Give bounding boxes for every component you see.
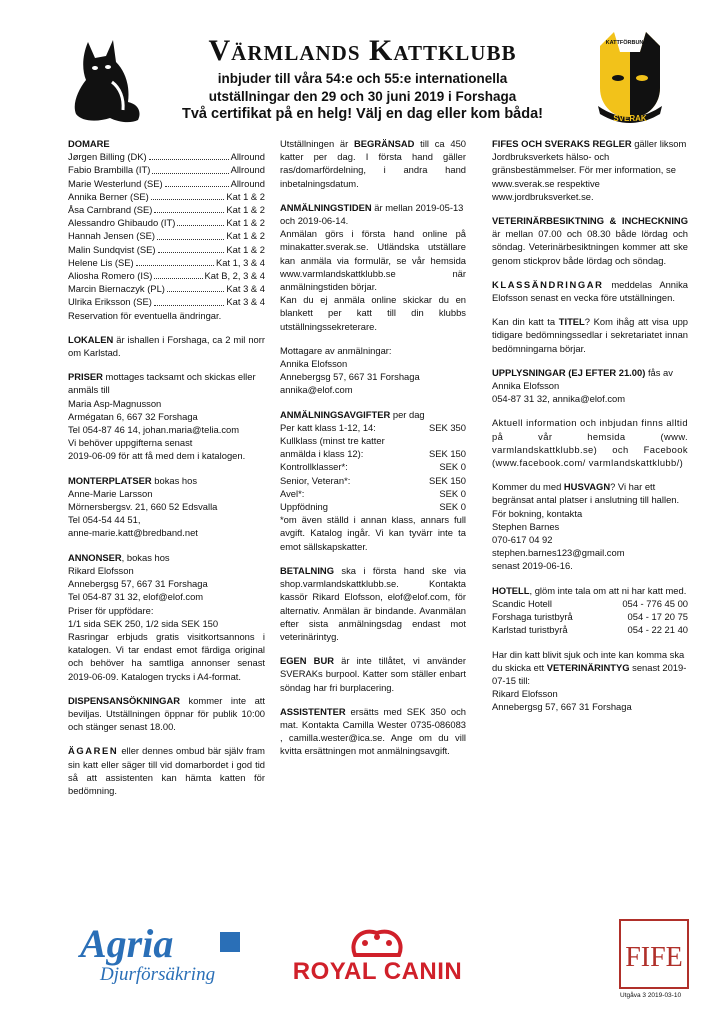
judge-row [68,256,265,269]
judge-row [68,190,265,203]
judge-row [68,163,265,176]
annonser-text: , bokas hos [121,551,170,563]
judge-category: Allround [230,151,265,163]
monter-line: anne-marie.katt@bredband.net [68,527,198,539]
husvagn-heading: HUSVAGN [563,481,611,493]
klass-section [492,278,688,304]
annonser-para: Rasringar erbjuds gratis visitkortsannons i katalogen. Vi tar endast emot färdiga original och behöver ha samtliga annonser senast 2019-06-09. Katalogen trycks i A4-format. [68,630,265,682]
judge-row [68,295,265,308]
titel-text: ? Kom ihåg att visa upp tidigare bedömningssedlar i sekretariatet innan bedömningarna börjar. [492,316,688,354]
klass-heading: KLASSÄNDRINGAR [492,278,604,290]
judges-note: Reservation för eventuella ändringar. [68,309,222,321]
assistenter-heading: ASSISTENTER [280,705,346,717]
fee-label: Senior, Veteran*: [280,474,351,486]
betalning-section [280,564,466,643]
fee-row [280,500,466,513]
edition-note: Utgåva 3 2019-03-10 [620,992,682,999]
assistenter-text: ersätts med SEK 350 och mat. Kontakta Camilla Wester 0735-086083 , camilla.wester@ica.se. Ange om du vill kvitta ersättningen mot anmälningsavgift. [280,705,466,757]
leader-dots [154,203,224,213]
leader-dots [167,282,225,292]
tid-para: Anmälan görs i första hand online på minakatter.sverak.se. Utländska utställare kan anmäla via formulär, se vår hemsida www.varmlandskattklubb.se när anmälningstiden börjar. [280,228,466,293]
judge-name: Jørgen Billing (DK) [68,151,147,163]
husvagn-line: Stephen Barnes [492,520,560,532]
judge-row [68,216,265,229]
judge-name: Annika Berner (SE) [68,190,149,202]
agria-logo [80,920,250,990]
hotel-row [492,597,688,610]
annonser-heading: ANNONSER [68,551,122,563]
tid-section [280,201,466,333]
column-left [68,137,265,808]
upplysningar-heading: UPPLYSNINGAR (EJ EFTER 21.00) [492,366,646,378]
royal-canin-name: ROYAL CANIN [292,958,463,985]
judge-row [68,243,265,256]
leader-dots [165,177,229,187]
hotel-phone: 054 - 22 21 40 [627,624,688,636]
fife-logo-icon [618,918,690,990]
priser-line: Armégatan 6, 667 32 Forshaga [68,410,198,422]
hotel-phone: 054 - 17 20 75 [627,611,688,623]
fifes-heading: FIFES OCH SVERAKS REGLER [492,138,632,149]
priser-line: Maria Asp-Magnusson [68,397,162,409]
monter-section [68,474,265,540]
leader-dots [157,229,224,239]
info-section [492,416,688,469]
husvagn-line: 070-617 04 92 [492,534,553,546]
fee-row [280,487,466,500]
judge-category: Kat 1 & 2 [226,230,265,242]
leader-dots [151,190,225,200]
judge-name: Aliosha Romero (IS) [68,270,153,282]
leader-dots [154,269,202,279]
judge-name: Helene Lis (SE) [68,256,134,268]
mottagare-line: Annika Elofsson [280,358,348,370]
judges-section [68,137,265,322]
royal-canin-crown-icon [285,915,470,963]
betalning-text: ska i första hand ske via shop.varmlandskattklubb.se. Kontakta kassör Rikard Elofsson, elof@elof.com, för alternativ. Anmälan är bindande. Avanmälan efter sista anmälningsdag endast mot veterinärintyg. [280,564,466,642]
fee-label: Per katt klass 1-12, 14: [280,421,376,433]
annonser-line: Priser för uppfödare: [68,604,154,616]
priser-text: mottages tacksamt och skickas eller anmäls till [68,371,256,396]
dispens-text: kommer inte att beviljas. Utställningen öppnar för publik 10:00 och stänger senast 18.00. [68,694,265,733]
hotel-name: Scandic Hotell [492,597,552,609]
fee-row [280,460,466,473]
hotel-phone: 054 - 776 45 00 [622,597,688,609]
judge-name: Malin Sundqvist (SE) [68,243,156,255]
judge-category: Allround [230,177,265,189]
royal-canin-logo [285,915,470,990]
monter-line: Tel 054-54 44 51, [68,514,141,526]
fifes-text: gäller liksom Jordbruksverkets hälso- och gränsbestämmelser. För mer information, se www.sverak.se respektive www.jordbruksverket.se. [492,138,687,202]
sverak-logo-icon [590,28,670,123]
leader-dots [177,216,224,226]
fee-label: Kullklass (minst tre katter anmälda i klass 12): [280,435,385,460]
judge-category: Kat 3 & 4 [226,283,265,295]
annonser-line: Tel 054-87 31 32, elof@elof.com [68,591,204,603]
lokalen-heading: LOKALEN [68,333,114,345]
agaren-section [68,744,265,797]
begransad-section [280,137,466,190]
judges-heading: DOMARE [68,138,110,149]
judge-category: Allround [230,164,265,176]
monter-heading: MONTERPLATSER [68,474,152,486]
judge-name: Marcin Biernaczyk (PL) [68,283,165,295]
vet-section [492,214,688,267]
tid-text: är mellan 2019-05-13 och 2019-06-14. [280,201,464,227]
upplysningar-text: fås av [645,366,673,378]
hotel-row [492,623,688,636]
judge-category: Kat 1 & 2 [226,243,265,255]
monter-text: bokas hos [151,474,198,486]
fee-value: SEK 150 [428,474,466,486]
info-text: Aktuell information och inbjudan finns alltid på vår hemsida (www. varmlandskattklubb.se) och Facebook (www.facebook.com/ varmlandskattklubb/) [492,417,688,469]
tid-heading: ANMÄLNINGSTIDEN [280,201,372,213]
svg-text:SVERAK: SVERAK [613,114,647,123]
priser-section [68,370,265,462]
leader-dots [158,243,225,253]
avgifter-note: *om även ställd i annan klass, annars full avgift. Katalog ingår. Vi kan tyvärr inte ta emot sällskapskatter. [280,514,466,552]
judge-row [68,269,265,282]
hotell-text: , glöm inte tala om att ni har katt med. [529,584,687,596]
sjuk-line: Annebergsg 57, 667 31 Forshaga [492,701,632,713]
mottagare-line: Annebergsg 57, 667 31 Forshaga [280,371,420,383]
fee-row [280,421,466,434]
vet-heading: VETERINÄRBESIKTNING & INCHECKNING [492,215,688,227]
sjuk-text2: senast 2019-07-15 till: [492,661,687,686]
betalning-heading: BETALNING [280,564,334,576]
avgifter-text: per dag [390,408,425,420]
judge-name: Ulrika Eriksson (SE) [68,296,152,308]
invite-line-2: utställningar den 29 och 30 juni 2019 i Forshaga [208,89,517,104]
begransad-heading: BEGRÄNSAD [354,138,415,149]
fifes-section [492,137,688,203]
husvagn-section [492,480,688,572]
fee-row [280,474,466,487]
annonser-section [68,551,265,683]
leader-dots [149,150,229,160]
column-middle [280,137,466,769]
judge-row [68,229,265,242]
lokalen-section [68,333,265,359]
agria-square-icon [220,932,240,952]
sjuk-heading: VETERINÄRINTYG [546,661,630,673]
page-title: Värmlands Kattklubb [208,34,517,67]
judges-list [68,150,265,308]
husvagn-pre: Kommer du med [492,481,564,493]
fee-label: Kontrollklasser*: [280,461,348,473]
judge-category: Kat 1, 3 & 4 [216,256,265,268]
agaren-text: eller dennes ombud bär själv fram sin katt eller säger till vid domarbordet i god tid så att assistenten kan hämta katten för bedömning. [68,745,265,796]
leader-dots [154,295,225,305]
mottagare-line: annika@elof.com [280,384,353,396]
bur-text: är inte tillåtet, vi använder SVERAKs burpool. Katter som ställer enbart söndag har fri burplacering. [280,655,466,693]
assistenter-section [280,705,466,758]
bur-heading: EGEN BUR [280,655,334,667]
judge-name: Fabio Brambilla (IT) [68,164,151,176]
titel-section [492,315,688,355]
judge-name: Åsa Carnbrand (SE) [68,204,153,216]
sjuk-line: Rikard Elofsson [492,688,558,700]
avgifter-heading: ANMÄLNINGSAVGIFTER [280,408,391,420]
judge-name: Hannah Jensen (SE) [68,230,156,242]
bur-section [280,654,466,694]
invite-line-1: inbjuder till våra 54:e och 55:e internationella [217,71,508,86]
avgifter-section [280,408,466,553]
judge-category: Kat 1 & 2 [226,217,265,229]
fee-label: Uppfödning [280,501,328,513]
husvagn-text: ? Vi har ett begränsat antal platser i anslutning till hallen. För bokning, kontakta [492,481,680,519]
vet-text: är mellan 07.00 och 08.30 både lördag och söndag. Veterinärbesiktningen kommer att ske genom stickprov både lördag och söndag. [492,228,688,266]
judge-category: Kat B, 2, 3 & 4 [204,270,265,282]
begransad-pre: Utställningen är [280,138,354,149]
tid-para: Kan du ej anmäla online skickar du en blankett per katt till din klubbs utställningssekreterare. [280,294,466,332]
upplysningar-section [492,366,688,406]
priser-line: Vi behöver uppgifterna senast [68,437,193,449]
fee-value: SEK 350 [428,421,466,433]
hotel-name: Forshaga turistbyrå [492,611,573,623]
annonser-line: Rikard Elofsson [68,564,134,576]
hotel-row [492,610,688,623]
agria-name: Agria [80,921,174,966]
judge-category: Kat 3 & 4 [226,296,265,308]
leader-dots [152,163,228,173]
begransad-text: till ca 450 katter per dag. I första hand gäller ras/domarfördelning, i andra hand inbetalningsdatum. [280,138,466,189]
fee-label: Avel*: [280,487,305,499]
hotel-name: Karlstad turistbyrå [492,624,568,636]
svg-text:FIFE: FIFE [625,942,683,973]
titel-heading: TITEL [558,316,585,328]
judge-category: Kat 1 & 2 [226,204,265,216]
judge-row [68,150,265,163]
dispens-heading: DISPENSANSÖKNINGAR [68,694,180,706]
mottagare-line: Mottagare av anmälningar: [280,344,392,356]
husvagn-line: stephen.barnes123@gmail.com [492,547,625,559]
upplysningar-line: 054-87 31 32, annika@elof.com [492,393,626,405]
svg-text:KATTFÖRBUNDET: KATTFÖRBUNDET [605,40,655,46]
fee-row [280,434,466,460]
priser-line: 2019-06-09 för att få med dem i katalogen. [68,450,246,462]
leader-dots [136,256,214,266]
upplysningar-line: Annika Elofsson [492,380,560,392]
monter-line: Anne-Marie Larsson [68,487,153,499]
agria-sub: Djurförsäkring [100,964,216,985]
column-right [492,137,688,725]
dispens-section [68,694,265,734]
husvagn-line: senast 2019-06-16. [492,560,573,572]
judge-name: Alessandro Ghibaudo (IT) [68,217,176,229]
priser-line: Tel 054-87 46 14, johan.maria@telia.com [68,424,240,436]
titel-pre: Kan din katt ta [492,316,559,328]
judge-row [68,282,265,295]
judge-row [68,203,265,216]
hotell-section [492,584,688,637]
judge-name: Marie Westerlund (SE) [68,177,163,189]
fee-value: SEK 0 [439,501,466,513]
fee-value: SEK 0 [439,487,466,499]
monter-line: Mörnersbergsv. 21, 660 52 Edsvalla [68,501,218,513]
sjuk-text: Har din katt blivit sjuk och inte kan komma ska du skicka ett [492,648,685,673]
annonser-line: 1/1 sida SEK 250, 1/2 sida SEK 150 [68,617,219,629]
judge-category: Kat 1 & 2 [226,190,265,202]
annonser-line: Annebergsg 57, 667 31 Forshaga [68,578,208,590]
fee-value: SEK 150 [428,448,466,460]
agaren-heading: ÄGAREN [68,745,119,757]
invite-line-3: Två certifikat på en helg! Välj en dag eller kom båda! [182,106,543,122]
fee-value: SEK 0 [439,461,466,473]
sjuk-section [492,648,688,714]
lokalen-text: är ishallen i Forshaga, ca 2 mil norr om Karlstad. [68,333,265,359]
mottagare-section [280,344,466,397]
klass-text: meddelas Annika Elofsson senast en vecka före utställningen. [492,278,688,304]
hotell-heading: HOTELL [492,584,530,596]
judge-row [68,177,265,190]
priser-heading: PRISER [68,371,103,383]
